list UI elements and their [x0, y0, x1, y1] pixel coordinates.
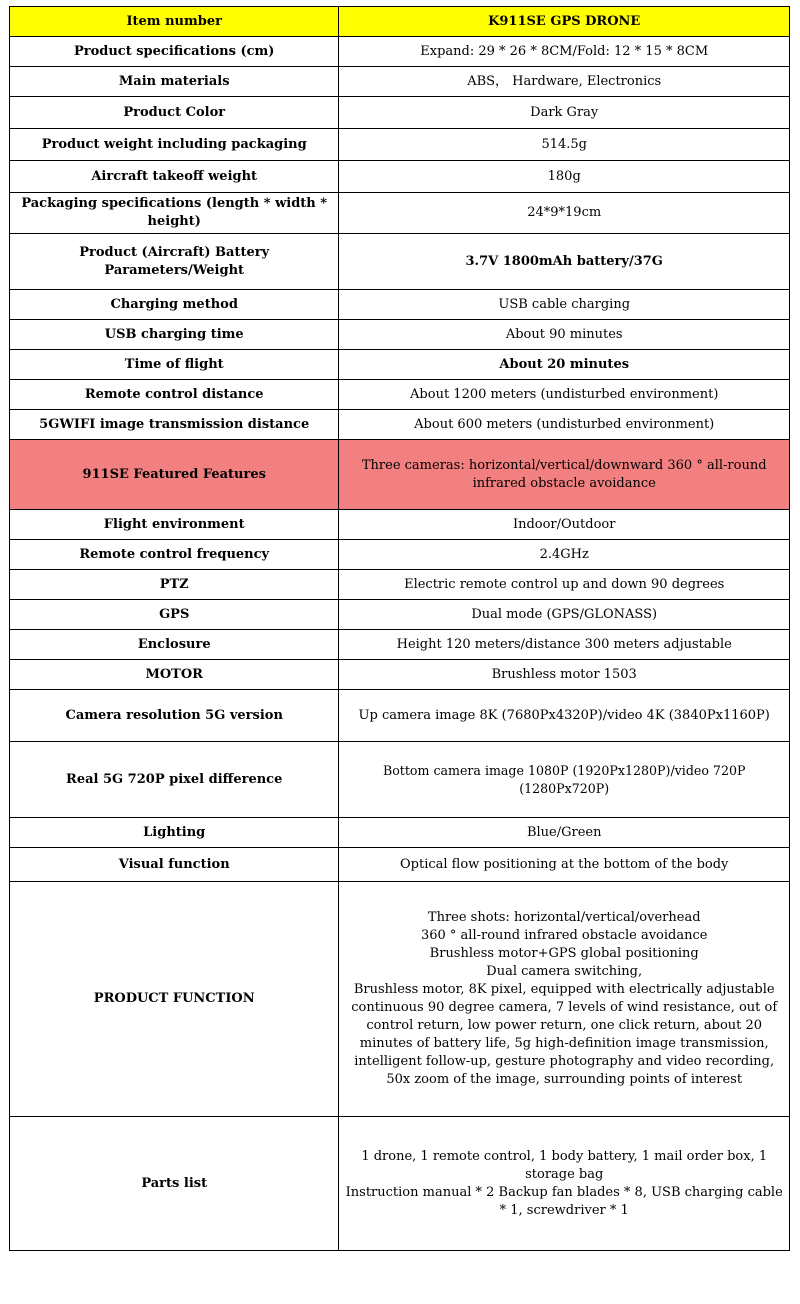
table-row	[10, 690, 790, 742]
row-value: Expand: 29 * 26 * 8CM/Fold: 12 * 15 * 8CM	[339, 37, 790, 67]
row-key: GPS	[10, 600, 339, 630]
row-value: USB cable charging	[339, 290, 790, 320]
table-row	[10, 350, 790, 380]
row-value: Indoor/Outdoor	[339, 510, 790, 540]
spec-table	[9, 6, 790, 1251]
row-key: Product (Aircraft) Battery Parameters/Weight	[10, 234, 339, 290]
row-key: Packaging specifications (length * width * height)	[10, 193, 339, 234]
table-row	[10, 161, 790, 193]
row-value: About 20 minutes	[339, 350, 790, 380]
row-key: Real 5G 720P pixel difference	[10, 742, 339, 818]
table-row	[10, 67, 790, 97]
row-value: Up camera image 8K (7680Px4320P)/video 4K (3840Px1160P)	[339, 690, 790, 742]
row-key: PTZ	[10, 570, 339, 600]
table-row	[10, 540, 790, 570]
row-value: Electric remote control up and down 90 degrees	[339, 570, 790, 600]
table-row	[10, 742, 790, 818]
table-row	[10, 570, 790, 600]
header-key: Item number	[10, 7, 339, 37]
row-key: Enclosure	[10, 630, 339, 660]
row-key: Lighting	[10, 818, 339, 848]
row-value: Blue/Green	[339, 818, 790, 848]
row-key: 5GWIFI image transmission distance	[10, 410, 339, 440]
row-value: 1 drone, 1 remote control, 1 body battery, 1 mail order box, 1 storage bag Instruction manual * 2 Backup fan blades * 8, USB charging cable * 1, screwdriver * 1	[339, 1117, 790, 1251]
row-key: Time of flight	[10, 350, 339, 380]
row-key: Product weight including packaging	[10, 129, 339, 161]
row-value: Bottom camera image 1080P (1920Px1280P)/video 720P (1280Px720P)	[339, 742, 790, 818]
header-value: K911SE GPS DRONE	[339, 7, 790, 37]
row-key: Parts list	[10, 1117, 339, 1251]
row-key: Visual function	[10, 848, 339, 882]
table-row	[10, 193, 790, 234]
table-row	[10, 818, 790, 848]
table-row	[10, 848, 790, 882]
row-key: MOTOR	[10, 660, 339, 690]
row-key: Flight environment	[10, 510, 339, 540]
row-key: Remote control frequency	[10, 540, 339, 570]
row-value: Dark Gray	[339, 97, 790, 129]
row-key: USB charging time	[10, 320, 339, 350]
table-row	[10, 660, 790, 690]
table-row	[10, 320, 790, 350]
row-value: Height 120 meters/distance 300 meters adjustable	[339, 630, 790, 660]
row-value: Brushless motor 1503	[339, 660, 790, 690]
featured-row	[10, 440, 790, 510]
table-row	[10, 97, 790, 129]
row-key: Charging method	[10, 290, 339, 320]
row-value: 180g	[339, 161, 790, 193]
row-value: Three shots: horizontal/vertical/overhead 360 ° all-round infrared obstacle avoidance Brushless motor+GPS global positioning Dual camera switching, Brushless motor, 8K pixel, equipped with electrically adjustable continuous 90 degree camera, 7 levels of wind resistance, out of control return, low power return, one click return, about 20 minutes of battery life, 5g high-definition image transmission, intelligent follow-up, gesture photography and video recording, 50x zoom of the image, surrounding points of interest	[339, 882, 790, 1117]
row-key: Product specifications (cm)	[10, 37, 339, 67]
row-value: Dual mode (GPS/GLONASS)	[339, 600, 790, 630]
row-key: Main materials	[10, 67, 339, 97]
row-value: About 600 meters (undisturbed environment)	[339, 410, 790, 440]
row-key: Remote control distance	[10, 380, 339, 410]
row-key: Aircraft takeoff weight	[10, 161, 339, 193]
row-value: About 90 minutes	[339, 320, 790, 350]
table-row	[10, 630, 790, 660]
table-row	[10, 510, 790, 540]
table-row	[10, 380, 790, 410]
row-key: Camera resolution 5G version	[10, 690, 339, 742]
row-value: 24*9*19cm	[339, 193, 790, 234]
row-value: Three cameras: horizontal/vertical/downward 360 ° all-round infrared obstacle avoidance	[339, 440, 790, 510]
row-key: PRODUCT FUNCTION	[10, 882, 339, 1117]
header-row	[10, 7, 790, 37]
table-row	[10, 290, 790, 320]
row-value: Optical flow positioning at the bottom of the body	[339, 848, 790, 882]
row-value: ABS， Hardware, Electronics	[339, 67, 790, 97]
table-row	[10, 882, 790, 1117]
table-row	[10, 410, 790, 440]
table-row	[10, 37, 790, 67]
row-key: Product Color	[10, 97, 339, 129]
table-row	[10, 129, 790, 161]
table-row	[10, 1117, 790, 1251]
row-key: 911SE Featured Features	[10, 440, 339, 510]
table-row	[10, 234, 790, 290]
row-value: 3.7V 1800mAh battery/37G	[339, 234, 790, 290]
table-row	[10, 600, 790, 630]
row-value: About 1200 meters (undisturbed environment)	[339, 380, 790, 410]
row-value: 2.4GHz	[339, 540, 790, 570]
row-value: 514.5g	[339, 129, 790, 161]
